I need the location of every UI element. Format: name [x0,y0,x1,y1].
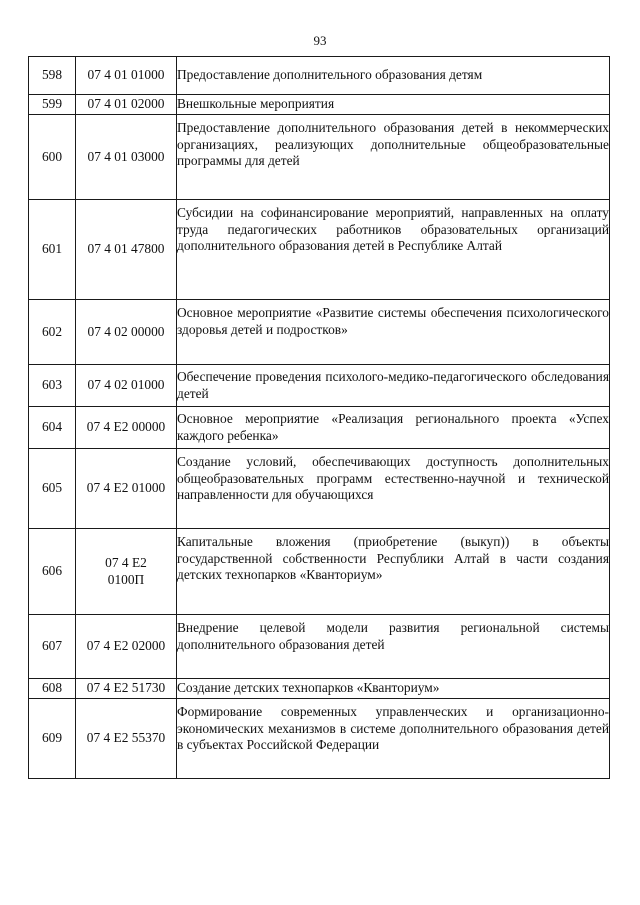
expense-name-text: Основное мероприятие «Реализация регионального проекта «Успех каждого ребенка» [177,411,609,443]
table-row [29,449,610,529]
expense-name [177,57,610,95]
row-number: 598 [29,57,76,95]
budget-code: 07 4 01 02000 [76,95,177,115]
expense-name-text: Субсидии на софинансирование мероприятий, направленных на оплату труда педагогических работников образовательных организаций дополнительного образования детей в Республике Алтай [177,205,609,253]
row-number: 607 [29,615,76,679]
table-row [29,115,610,200]
expense-name-text: Создание детских технопарков «Кванториум» [177,680,440,696]
expense-name-text: Внешкольные мероприятия [177,96,335,112]
expense-name-text: Предоставление дополнительного образования детей в некоммерческих организациях, реализующих дополнительные общеобразовательные программы для детей [177,120,609,168]
page-number: 93 [313,33,327,48]
row-number: 603 [29,365,76,407]
expense-name-text: Внедрение целевой модели развития региональной системы дополнительного образования детей [177,620,609,652]
expense-name-text: Формирование современных управленческих и организационно-экономических механизмов в системе дополнительного образования детей в субъектах Российской Федерации [177,704,609,752]
table-row [29,365,610,407]
budget-code: 07 4 01 47800 [76,200,177,300]
table-row [29,407,610,449]
row-number: 609 [29,699,76,779]
expense-name [177,407,610,449]
budget-code: 07 4 E2 51730 [76,679,177,699]
expense-name-text: Основное мероприятие «Развитие системы обеспечения психологического здоровья детей и подростков» [177,305,609,337]
expense-name [177,679,610,699]
expense-name [177,449,610,529]
budget-code: 07 4 E2 55370 [76,699,177,779]
table-row [29,95,610,115]
budget-code: 07 4 02 00000 [76,300,177,365]
table-row [29,57,610,95]
row-number: 599 [29,95,76,115]
budget-code-text: 07 4 E2 0100П [105,555,147,587]
budget-code: 07 4 E2 02000 [76,615,177,679]
expense-name-text: Создание условий, обеспечивающих доступность дополнительных общеобразовательных программ естественно-научной и технической направленности для обучающихся [177,454,609,502]
table-row [29,699,610,779]
row-number: 605 [29,449,76,529]
table-row [29,529,610,615]
expense-name-text: Обеспечение проведения психолого-медико-педагогического обследования детей [177,369,609,401]
budget-code [76,529,177,615]
table-row [29,615,610,679]
budget-code: 07 4 E2 01000 [76,449,177,529]
expense-name [177,529,610,615]
row-number: 602 [29,300,76,365]
row-number: 600 [29,115,76,200]
expense-name [177,95,610,115]
row-number: 601 [29,200,76,300]
budget-code: 07 4 E2 00000 [76,407,177,449]
expense-name [177,200,610,300]
table-row [29,300,610,365]
expense-name [177,699,610,779]
budget-code: 07 4 02 01000 [76,365,177,407]
row-number: 608 [29,679,76,699]
expense-name [177,365,610,407]
expense-name-text: Капитальные вложения (приобретение (выкуп)) в объекты государственной собственности Республики Алтай в части создания детских технопарков «Кванториум» [177,534,609,582]
expense-name-text: Предоставление дополнительного образования детям [177,67,483,83]
expense-name [177,615,610,679]
budget-code: 07 4 01 03000 [76,115,177,200]
table-row [29,200,610,300]
row-number: 604 [29,407,76,449]
budget-code: 07 4 01 01000 [76,57,177,95]
row-number: 606 [29,529,76,615]
budget-code-table [28,56,610,779]
expense-name [177,115,610,200]
expense-name [177,300,610,365]
table-row [29,679,610,699]
